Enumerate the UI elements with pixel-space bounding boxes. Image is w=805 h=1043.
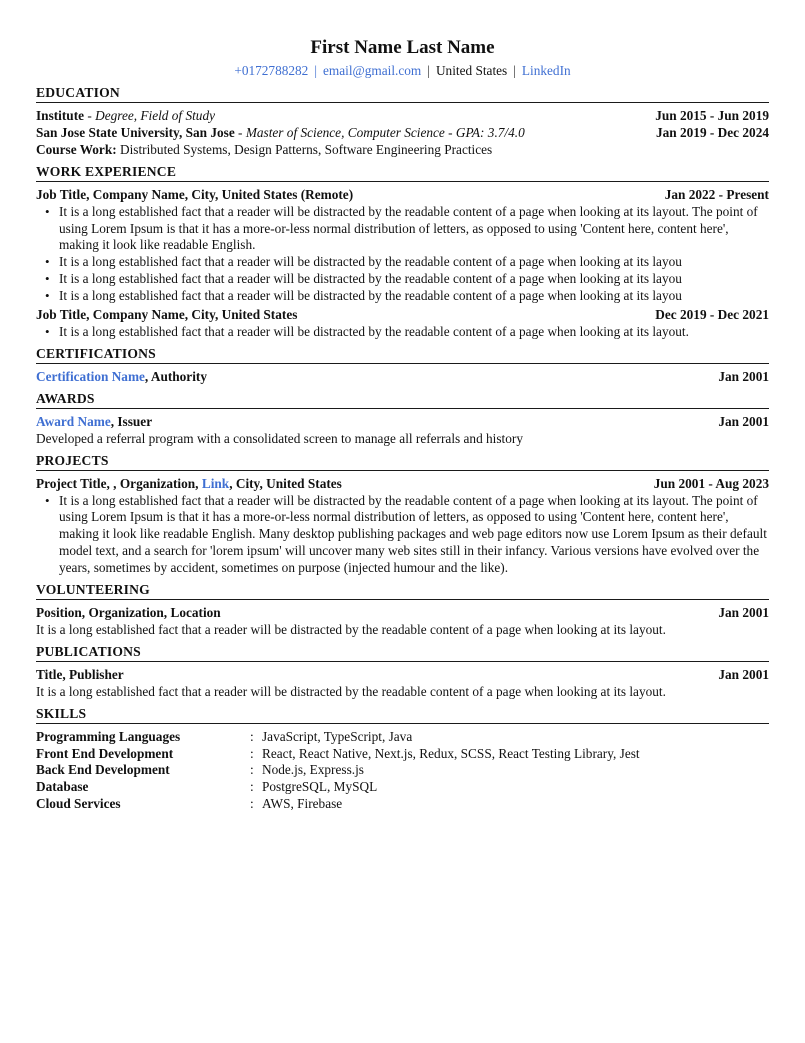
bullet-list bbox=[36, 324, 769, 341]
volunteering-heading: Position, Organization, Location bbox=[36, 605, 221, 621]
section-title: PUBLICATIONS bbox=[36, 643, 769, 662]
bullet-item: • It is a long established fact that a reader will be distracted by the readable content of a page when looking at its layout. The point of using Lorem Ipsum is that it has a more-or-less normal distribution of letters, as opposed to using 'Content here, content here', making it look like readable English. Many desktop publishing packages and web page editors now use Lorem Ipsum as their default model text, and a search for 'lorem ipsum' will uncover many web sites still in their infancy. Various versions have evolved over the years, sometimes by accident, sometimes on purpose (injected humour and the like). bbox=[59, 493, 769, 578]
colon: : bbox=[250, 728, 254, 744]
project-heading: Project Title, , Organization, bbox=[36, 475, 202, 491]
publication-description: It is a long established fact that a reader will be distracted by the readable content of a page when looking at its layout. bbox=[36, 683, 666, 699]
separator: | bbox=[427, 63, 430, 78]
dash: - bbox=[234, 124, 246, 140]
skills-table bbox=[36, 729, 769, 814]
separator: | bbox=[314, 63, 317, 78]
volunteering-entry bbox=[36, 605, 769, 622]
dash: - bbox=[84, 108, 96, 123]
skills-section bbox=[36, 705, 769, 814]
section-title: PROJECTS bbox=[36, 452, 769, 471]
job-heading: Job Title, Company Name, City, United States bbox=[36, 307, 298, 323]
separator: | bbox=[513, 63, 516, 78]
skill-label: Front End Development bbox=[36, 745, 174, 761]
work-section bbox=[36, 163, 769, 341]
project-location: , City, United States bbox=[229, 475, 342, 491]
colon: : bbox=[250, 745, 254, 761]
skill-label: Cloud Services bbox=[36, 796, 121, 812]
school-name: Institute bbox=[36, 108, 85, 123]
bullet-list bbox=[36, 493, 769, 578]
publications-section bbox=[36, 643, 769, 701]
education-entry bbox=[36, 108, 769, 125]
education-section bbox=[36, 84, 769, 159]
coursework-label: Course Work: bbox=[36, 141, 117, 157]
coursework-line bbox=[36, 142, 769, 159]
volunteering-description: It is a long established fact that a reader will be distracted by the readable content of a page when looking at its layout. bbox=[36, 621, 666, 637]
degree-text: Master of Science, Computer Science - GPA: 3.7/4.0 bbox=[245, 124, 525, 140]
skill-value: JavaScript, TypeScript, Java bbox=[262, 728, 413, 744]
section-title: SKILLS bbox=[36, 705, 769, 724]
colon: : bbox=[250, 762, 254, 778]
skill-label: Programming Languages bbox=[36, 728, 181, 744]
job-entry bbox=[36, 307, 769, 341]
skill-label: Database bbox=[36, 779, 89, 795]
coursework-text: Distributed Systems, Design Patterns, Software Engineering Practices bbox=[116, 141, 493, 157]
project-entry bbox=[36, 476, 769, 493]
skill-value: React, React Native, Next.js, Redux, SCSS, React Testing Library, Jest bbox=[262, 745, 640, 761]
section-title: VOLUNTEERING bbox=[36, 581, 769, 600]
award-description: Developed a referral program with a consolidated screen to manage all referrals and history bbox=[36, 430, 523, 446]
volunteering-section bbox=[36, 581, 769, 639]
phone-link[interactable]: +0172788282 bbox=[234, 63, 309, 78]
education-entry bbox=[36, 125, 769, 142]
full-name: First Name Last Name bbox=[310, 37, 495, 58]
section-title: EDUCATION bbox=[36, 84, 769, 103]
bullet-item: • It is a long established fact that a reader will be distracted by the readable content of a page when looking at its layou bbox=[59, 254, 769, 271]
resume-header bbox=[36, 36, 769, 80]
skill-value: PostgreSQL, MySQL bbox=[262, 779, 378, 795]
authority-text: , Authority bbox=[144, 368, 207, 384]
colon: : bbox=[250, 796, 254, 812]
date-range: Jan 2019 - Dec 2024 bbox=[655, 124, 769, 140]
section-title: CERTIFICATIONS bbox=[36, 345, 769, 364]
date-range: Jun 2001 - Aug 2023 bbox=[653, 475, 769, 491]
school-name: San Jose State University, San Jose bbox=[36, 124, 235, 140]
section-title: AWARDS bbox=[36, 390, 769, 409]
bullet-item: • It is a long established fact that a reader will be distracted by the readable content of a page when looking at its layout. The point of using Lorem Ipsum is that it has a more-or-less normal distribution of letters, as opposed to using 'Content here, content here', making it look like readable English. bbox=[59, 204, 769, 255]
section-title: WORK EXPERIENCE bbox=[36, 163, 769, 182]
certification-link[interactable]: Certification Name bbox=[36, 368, 145, 384]
contact-line bbox=[36, 62, 769, 80]
job-heading: Job Title, Company Name, City, United States (Remote) bbox=[36, 186, 354, 202]
projects-section bbox=[36, 452, 769, 577]
job-entry bbox=[36, 187, 769, 305]
certifications-section bbox=[36, 345, 769, 386]
linkedin-link[interactable]: LinkedIn bbox=[521, 63, 571, 78]
colon: : bbox=[250, 779, 254, 795]
issuer-text: , Issuer bbox=[110, 413, 153, 429]
publication-entry bbox=[36, 667, 769, 684]
bullet-item: • It is a long established fact that a reader will be distracted by the readable content of a page when looking at its layou bbox=[59, 271, 769, 288]
bullet-item: • It is a long established fact that a reader will be distracted by the readable content of a page when looking at its layou bbox=[59, 288, 769, 305]
skill-label: Back End Development bbox=[36, 762, 170, 778]
date-range: Jan 2001 bbox=[718, 605, 769, 621]
bullet-list bbox=[36, 204, 769, 305]
award-link[interactable]: Award Name bbox=[36, 413, 111, 429]
date-range: Jan 2001 bbox=[718, 666, 769, 682]
date-range: Dec 2019 - Dec 2021 bbox=[655, 307, 769, 323]
location-text: United States bbox=[435, 63, 508, 78]
awards-section bbox=[36, 390, 769, 448]
date-range: Jun 2015 - Jun 2019 bbox=[655, 108, 769, 123]
date-range: Jan 2001 bbox=[718, 413, 769, 429]
project-link[interactable]: Link bbox=[201, 475, 230, 491]
skill-value: AWS, Firebase bbox=[262, 796, 343, 812]
date-range: Jan 2001 bbox=[718, 368, 769, 384]
bullet-item: • It is a long established fact that a reader will be distracted by the readable content of a page when looking at its layout. bbox=[59, 324, 769, 341]
certification-entry bbox=[36, 369, 769, 386]
skill-value: Node.js, Express.js bbox=[262, 762, 364, 778]
email-link[interactable]: email@gmail.com bbox=[323, 63, 422, 78]
award-entry bbox=[36, 414, 769, 431]
date-range: Jan 2022 - Present bbox=[664, 186, 769, 202]
degree-text: Degree, Field of Study bbox=[95, 108, 215, 123]
publication-heading: Title, Publisher bbox=[36, 666, 124, 682]
